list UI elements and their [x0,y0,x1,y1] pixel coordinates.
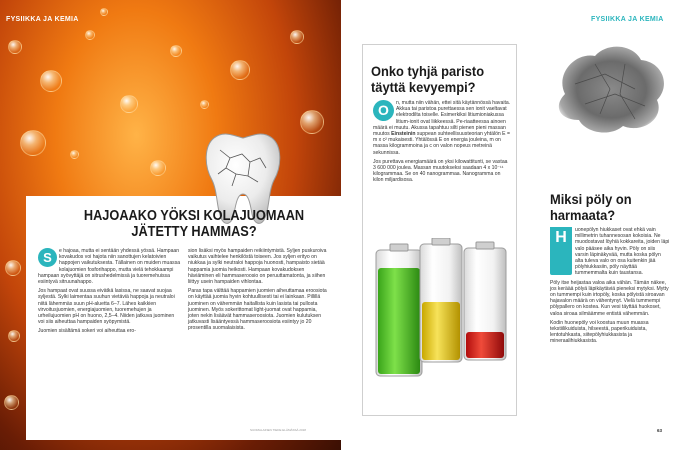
paragraph: n, mutta niin vähän, ettei sitä käytännössä havaita. [396,100,511,106]
battery-title-line-2: täyttä kevyempi? [371,78,476,95]
bold-term: Einsteinin [391,131,416,138]
bubble [170,45,182,57]
paragraph: Akkua tai paristoa purettaessa sen ionit vaeltavat elektrodilta toiselle. Esimerkiksi litiumioniakussa litium-ionit ovat liikkeessä. Pe-riaatteessa ainoen määrä ei muutu. Akussa tapahtuu silti pienen pieni massan muutos [373,106,507,138]
battery-half [420,238,462,362]
paragraph: uonepölyn hiukkaset ovat ehkä vain millimetrin tuhannesosan kokoisia. Ne muodostavat löyhiä kokkareita, joiden läpi valo pääsee aika hyvin. Pöly on siis varsin läpinäkyvää, mutta koska pölyn alta tuleva valo on osa kuitenkin jää pölyhiukkasiin, pöly näyttää tummemmalta kuin taustansa. [575,227,670,277]
bubble [70,150,79,159]
paragraph: Pöly itse heijastaa valoa aika vähän. Tämän näkee, jos keräää pölyä läpikäytäviä pieneksi mytyksi. Mytty on tummempi kuin irtopöly, koska pölyistä siroavan hajavalon määrä on vähentynyt. Vielä tummempi pölypallero on kostea. Kun vesi täyttää huokoset, valoa siroaa silmäämme entistä vähemmän. [550,279,669,317]
section-label: FYSIIKKA JA KEMIA [6,16,79,23]
page-footer: SUOMALAINEN TIEDE ELÄMÄSSÄ 2018 [250,428,306,432]
bubble [4,395,19,410]
article-column-1 [38,248,181,338]
battery-full [376,244,422,376]
paragraph: Jos purettava energiamäärä on yksi kilowattitunti, se vastaa 3 600 000 joulea. Massan muutokseksi saadaan 4 x 10⁻¹¹ kilogrammaa. Se on 40 nanogrammaa. Nanogramma on kilon miljardisosa. [373,158,508,184]
battery-article-text [373,100,511,187]
dropcap: H [550,227,572,275]
bubble [200,100,209,109]
bubble [300,110,324,134]
page-number: 63 [657,428,663,433]
dropcap: S [38,248,57,267]
bubble [8,40,22,54]
dropcap: O [373,100,394,121]
paragraph: suppean suhteellisuusteorian yhtälön E = m x c² mukaisesti. Yhtälössä E on energia jouleina, m on massa kilogrammoina ja c on valon nopeus metreinä sekunnissa. [373,131,510,156]
batteries-illustration [368,238,516,388]
paragraph: Juomien sisältämä sokeri voi aiheuttaa ero- [38,328,136,335]
battery-title-line-1: Onko tyhjä paristo [371,63,485,79]
battery-article-title [371,64,495,95]
right-page [341,0,682,450]
section-label: FYSIIKKA JA KEMIA [591,16,664,23]
dust-clump-image [545,34,675,144]
bubble [100,8,108,16]
bubble [230,60,250,80]
bubble [150,160,166,176]
dust-title-line-2: harmaata? [550,207,616,223]
battery-low [464,242,506,360]
dust-article-title [550,191,660,223]
paragraph: Kodin huonepöly voi koostua muun muassa tekstiilikuiduista, hilseestä, paperikuiduista, lentotuhkasta, siitepölyhiukkasista ja mineraalihiukkasista. [550,319,649,345]
paragraph: e hajoaa, mutta ei sentään yhdessä yössä. Hampaan kovakudos voi hajota niin sanottujen kelatoivien happojen vaikutuksesta. Tällainen on muiden muassa kolajuomien fosforihappo, mutta vielä tehokkaampi hampaan syövyttäjä on sitrushedelmissä ja tuoremehuissa esiintyvä sitruunahappo. [38,248,181,286]
paragraph: Paras tapa välttää happamien juomien aiheuttamaa eroosiota on käyttää juomia hyvin kohtuullisesti tai ei lainkaan. Pillillä juominen on vähemmän haitallista kuin lasista tai pullosta juominen. Myös sokerittomat light-juomat ovat happamia, joten nekin lisäävät hammaseroosiota. Juomien kulutuksen jatkuvasti lisääntyessä hammaseroosiota esiintyy jo 20 prosentilla suomalaisista. [188,288,327,332]
bubble [5,260,21,276]
article-column-2 [188,248,328,335]
dust-article-text [550,227,670,348]
bubble [120,95,138,113]
paragraph: Jos hampaat ovat suussa eivätkä lasissa, ne saavat suojaa syljestä. Sylki laimentaa suuhun vietäviä happoja ja neutraloi niitä lähemmäs suun pH-aluetta 6–7. Lähes kaikkien virvoitusjuomien, energiajuomien, tuoremehujen ja urheilujuomien pH on huono, 2,5–4. Niiden jatkuva juominen voi siis aiheuttaa hampaiden syöpymistä. [38,288,175,326]
paragraph: sion lisäksi myös hampaiden reikiintymistä. Syljen puskuroiva vaikutus vaihtelee henkilöstä toiseen. Jos syljen erityo on niukkaa ja sylki neutraloi happoja huonosti, hampaisto sietää happamia juomia heikosti. Hampaan kovakudoksen häviäminen eli hammaseroosio on peruuttamatonta, ja siihen liittyy usein hampaiden vihlontaa. [188,248,327,286]
bubble [290,30,304,44]
bubble [20,130,46,156]
dust-title-line-1: Miksi pöly on [550,191,632,207]
bubble [85,30,95,40]
bubble [40,70,62,92]
bubble [8,330,20,342]
article-title-line-2: JÄTETTY HAMMAS? [131,224,257,240]
article-title-line-1: HAJOAAKO YÖKSI KOLAJUOMAAN [83,208,305,224]
article-title [62,208,326,240]
